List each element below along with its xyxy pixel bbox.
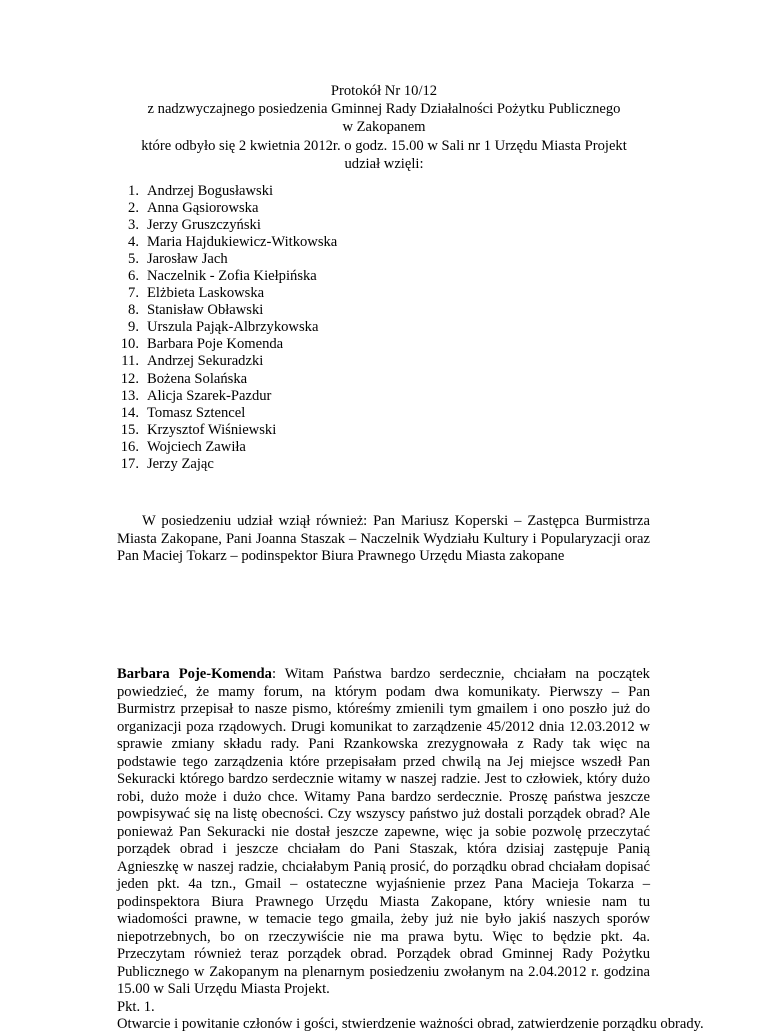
speech-block	[117, 666, 704, 1034]
attendee-item	[117, 251, 337, 268]
attendee-item	[117, 217, 337, 234]
attendee-name: Urszula Pająk-Albrzykowska	[147, 319, 319, 336]
attendee-name: Bożena Solańska	[147, 370, 248, 387]
attendance-heading: udział wzięli:	[344, 155, 424, 172]
attendee-name: Stanisław Obławski	[147, 302, 264, 319]
attendee-item	[117, 183, 337, 200]
attendee-name: Andrzej Sekuradzki	[147, 353, 264, 370]
attendee-item	[117, 422, 337, 439]
attendee-name: Tomasz Sztencel	[147, 404, 246, 421]
attendee-number: 15.	[120, 421, 139, 438]
attendee-number: 5.	[128, 251, 139, 268]
attendees-list	[117, 183, 337, 473]
attendee-number: 13.	[120, 387, 139, 404]
attendee-item	[117, 405, 337, 422]
attendee-item	[117, 319, 337, 336]
attendee-item	[117, 353, 337, 370]
attendee-number: 17.	[120, 455, 139, 472]
attendee-item	[117, 388, 337, 405]
point-text: Otwarcie i powitanie członów i gości, stwierdzenie ważności obrad, zatwierdzenie porządku obrady.	[117, 1016, 704, 1032]
attendee-item	[117, 336, 337, 353]
guests-paragraph: W posiedzeniu udział wziął również: Pan Mariusz Koperski – Zastępca Burmistrza Miasta Zakopane, Pani Joanna Staszak – Naczelnik Wydziału Kultury i Popularyzacji oraz Pan Maciej Tokarz – podinspektor Biura Prawnego Urzędu Miasta zakopane	[117, 513, 650, 564]
attendee-item	[117, 439, 337, 456]
attendee-name: Jarosław Jach	[147, 251, 228, 268]
speech-text: : Witam Państwa bardzo serdecznie, chciałam na początek powiedzieć, że mamy forum, na którym podam dwa komunikaty. Pierwszy – Pan Burmistrz przepisał to nasze pismo, któreśmy zmienili tym gmailem i ono poszło już do organizacji poza rządowych. Drugi komunikat to zarządzenie 45/2012 dnia 12.03.2012 w sprawie zmiany składu rady. Pani Rzankowska zrezygnowała z Rady tak więc na podstawie tego zarządzenia które przepisałam przed chwilą na Jej miejsce wszedł Pan Sekuracki którego bardzo serdecznie witamy w naszej radzie. Jest to człowiek, który dużo robi, dużo może i dużo chce. Witamy Pana bardzo serdecznie. Proszę państwa jeszcze powpisywać się na listę obecności. Czy wszyscy państwo już dostali porządek obrad? Ale ponieważ Pan Sekuracki nie dostał jeszcze zapewne, więc ja sobie pozwolę przeczytać porządek obrad i jeszcze chciałam do Pani Staszak, która dzisiaj zastępuje Panią Agnieszkę w naszej radzie, chciałabym Panią prosić, do porządku obrad chciałam dopisać jeden pkt. 4a tzn., Gmail – ostateczne wyjaśnienie przez Pana Macieja Tokarza – podinspektora Biura Prawnego Urzędu Miasta Zakopane, który wniesie nam tu wiadomości prawne, w temacie tego gmaila, żeby już nie było jakiś naszych sporów niepotrzebnych, bo on rzeczywiście nie ma prawa bytu. Więc to będzie pkt. 4a. Przeczytam również teraz porządek obrad. Porządek obrad Gminnej Rady Pożytku Publicznego w Zakopanym na plenarnym posiedzeniu zwołanym na 2.04.2012 r. godzina 15.00 w Sali Urzędu Miasta Projekt.	[117, 666, 650, 997]
speech-paragraph	[117, 666, 650, 997]
attendee-name: Naczelnik - Zofia Kiełpińska	[147, 268, 317, 285]
attendee-item	[117, 456, 337, 473]
attendee-number: 14.	[120, 404, 139, 421]
attendee-item	[117, 302, 337, 319]
attendee-number: 1.	[128, 183, 139, 199]
attendee-number: 3.	[128, 217, 139, 234]
attendee-number: 7.	[128, 285, 139, 302]
attendee-name: Barbara Poje Komenda	[147, 336, 284, 353]
meeting-location: w Zakopanem	[342, 119, 426, 136]
point-label: Pkt. 1.	[117, 998, 155, 1015]
attendee-item	[117, 371, 337, 388]
attendee-item	[117, 234, 337, 251]
attendee-name: Krzysztof Wiśniewski	[147, 421, 277, 438]
attendee-number: 11.	[121, 353, 139, 370]
attendee-number: 6.	[128, 268, 139, 285]
attendee-name: Jerzy Zając	[147, 455, 214, 472]
attendee-item	[117, 285, 337, 302]
attendee-number: 2.	[128, 200, 139, 217]
protocol-title: Protokół Nr 10/12	[330, 83, 438, 99]
attendee-name: Anna Gąsiorowska	[147, 200, 259, 217]
attendee-name: Andrzej Bogusławski	[147, 183, 274, 199]
attendee-name: Wojciech Zawiła	[147, 438, 246, 455]
attendee-number: 4.	[128, 234, 139, 251]
protocol-header	[0, 82, 768, 173]
attendee-name: Maria Hajdukiewicz-Witkowska	[147, 234, 338, 251]
attendee-number: 12.	[120, 370, 139, 387]
attendee-name: Alicja Szarek-Pazdur	[147, 387, 272, 404]
attendee-item	[117, 268, 337, 285]
attendee-number: 9.	[128, 319, 139, 336]
speaker-name: Barbara Poje-Komenda	[117, 666, 272, 682]
attendee-name: Jerzy Gruszczyński	[147, 217, 261, 234]
attendee-name: Elżbieta Laskowska	[147, 285, 265, 302]
attendee-item	[117, 200, 337, 217]
meeting-description: z nadzwyczajnego posiedzenia Gminnej Rady Działalności Pożytku Publicznego	[147, 101, 621, 118]
attendee-number: 8.	[128, 302, 139, 319]
attendee-number: 16.	[120, 438, 139, 455]
attendee-number: 10.	[120, 336, 139, 353]
meeting-date: które odbyło się 2 kwietnia 2012r. o godz. 15.00 w Sali nr 1 Urzędu Miasta Projekt	[141, 137, 627, 154]
